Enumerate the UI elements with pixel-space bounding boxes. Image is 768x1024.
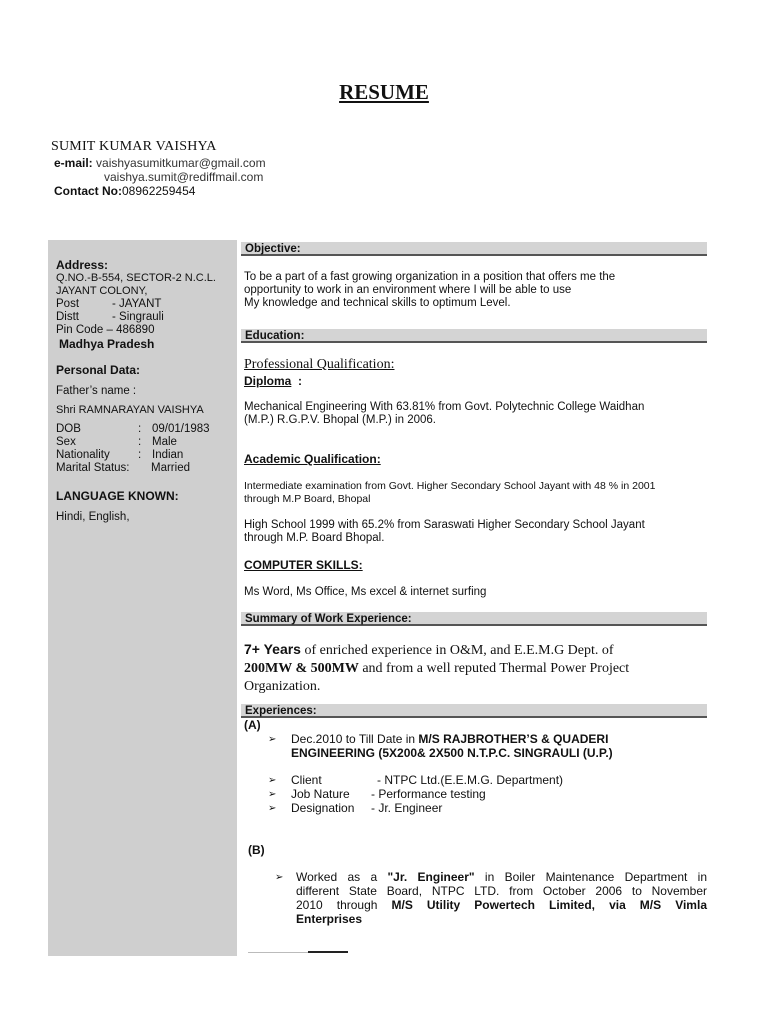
computer-skills-heading: COMPUTER SKILLS: <box>244 558 363 572</box>
experience-b-post: in Boiler Maintenance Department in <box>474 870 707 884</box>
job-nature-value: - Performance testing <box>371 787 486 801</box>
languages: Hindi, English, <box>56 511 130 523</box>
objective-line: To be a part of a fast growing organization in a position that offers me the <box>244 271 616 283</box>
experience-b-line-3 <box>296 898 707 912</box>
address-state: Madhya Pradesh <box>59 337 155 351</box>
experience-a-label: (A) <box>244 718 261 732</box>
sidebar-panel <box>48 240 237 956</box>
arrow-icon: ➢ <box>268 789 277 800</box>
email-secondary[interactable]: vaishya.sumit@rediffmail.com <box>104 170 264 184</box>
address-pin: Pin Code – 486890 <box>56 324 155 336</box>
personal-data-heading: Personal Data: <box>56 363 141 377</box>
experience-a-date: Dec.2010 to Till Date in <box>291 732 419 746</box>
experience-b-role: "Jr. Engineer" <box>387 870 475 884</box>
candidate-name: SUMIT KUMAR VAISHYA <box>51 139 217 154</box>
contact-number: 08962259454 <box>122 184 196 198</box>
email-line-2 <box>104 170 263 184</box>
arrow-icon: ➢ <box>268 775 277 786</box>
education-heading: Education: <box>241 329 707 343</box>
experience-a-company <box>291 732 711 760</box>
high-school-line: High School 1999 with 65.2% from Saraswati Higher Secondary School Jayant <box>244 519 645 531</box>
objective-text <box>244 271 708 310</box>
footer-rule-light <box>248 952 308 953</box>
experience-b-label: (B) <box>248 843 265 857</box>
computer-skills-text: Ms Word, Ms Office, Ms excel & internet surfing <box>244 586 487 598</box>
summary-years: 7+ Years <box>244 641 301 657</box>
diploma-text <box>244 401 708 427</box>
arrow-icon: ➢ <box>268 734 277 745</box>
detail-row-client <box>291 773 711 787</box>
client-value: - NTPC Ltd.(E.E.M.G. Department) <box>377 773 564 787</box>
sex-label: Sex <box>56 436 76 448</box>
address-distt <box>56 311 164 324</box>
summary-rest-1: of enriched experience in O&M, and E.E.M.G Dept. of <box>300 643 614 658</box>
designation-value: - Jr. Engineer <box>371 801 443 815</box>
detail-row-designation <box>291 801 711 815</box>
contact-label: Contact No: <box>54 184 122 198</box>
sex-value: Male <box>152 436 177 448</box>
designation-label: Designation <box>291 801 355 815</box>
intermediate-text <box>244 480 708 506</box>
experience-b-line-2: different State Board, NTPC LTD. from October 2006 to November <box>296 884 707 898</box>
experiences-heading: Experiences: <box>241 704 707 718</box>
address-heading: Address: <box>56 258 109 272</box>
email-label: e-mail: <box>54 156 93 170</box>
high-school-text <box>244 519 708 545</box>
experience-b-line-1 <box>296 870 707 884</box>
distt-label: Distt <box>56 311 79 323</box>
experience-a-line-1 <box>291 732 711 746</box>
diploma-colon: : <box>298 374 303 388</box>
marital-value: Married <box>151 462 190 474</box>
job-nature-label: Job Nature <box>291 787 350 801</box>
diploma-line: (M.P.) R.G.P.V. Bhopal (M.P.) in 2006. <box>244 414 436 426</box>
summary-rest-2: and from a well reputed Thermal Power Project <box>358 661 630 676</box>
experience-a-company-1: M/S RAJBROTHER’S & QUADERI <box>418 732 609 746</box>
intermediate-line: through M.P Board, Bhopal <box>244 493 371 505</box>
personal-row-nationality: Nationality : Indian <box>56 449 184 461</box>
summary-text <box>244 640 708 696</box>
personal-row-dob: DOB : 09/01/1983 <box>56 423 210 435</box>
experience-a-details <box>291 773 711 815</box>
experience-b-line-3-bold: M/S Utility Powertech Limited, via M/S Vimla <box>391 898 707 912</box>
experience-b-line-3-pre: 2010 through <box>296 898 392 912</box>
post-label: Post <box>56 298 80 310</box>
summary-capacity: 200MW & 500MW <box>244 661 359 676</box>
client-label: Client <box>291 773 322 787</box>
experience-b-pre: Worked as a <box>296 870 388 884</box>
dob-label: DOB <box>56 423 81 435</box>
objective-line: My knowledge and technical skills to optimum Level. <box>244 297 511 309</box>
diploma-line: Mechanical Engineering With 63.81% from Govt. Polytechnic College Waidhan <box>244 401 645 413</box>
footer-rule-dark <box>308 951 348 953</box>
nationality-label: Nationality <box>56 449 110 461</box>
language-heading: LANGUAGE KNOWN: <box>56 489 179 503</box>
address-line-1: Q.NO.-B-554, SECTOR-2 N.C.L. <box>56 272 216 284</box>
summary-line-1 <box>244 640 708 660</box>
experience-b-line-4: Enterprises <box>296 912 363 926</box>
resume-title: RESUME <box>339 80 429 104</box>
professional-qualification-heading: Professional Qualification: <box>244 357 395 372</box>
experience-a-line-2 <box>291 746 711 760</box>
address-line-2: JAYANT COLONY, <box>56 285 148 297</box>
experience-b-text <box>296 870 707 926</box>
address-post <box>56 298 161 311</box>
dob-value: 09/01/1983 <box>152 423 210 435</box>
diploma-label: Diploma <box>244 374 292 388</box>
distt-value: - Singrauli <box>112 311 164 323</box>
nationality-value: Indian <box>152 449 184 461</box>
father-name: Shri RAMNARAYAN VAISHYA <box>56 404 204 416</box>
contact-line <box>54 184 195 198</box>
email-line-1 <box>54 156 266 170</box>
email-primary[interactable]: vaishyasumitkumar@gmail.com <box>96 156 266 170</box>
personal-row-sex: Sex : Male <box>56 436 177 448</box>
experience-a-company-2: ENGINEERING (5X200& 2X500 N.T.P.C. SINGRAULI (U.P.) <box>291 746 613 760</box>
arrow-icon: ➢ <box>268 803 277 814</box>
personal-details <box>56 423 236 475</box>
summary-heading: Summary of Work Experience: <box>241 612 707 626</box>
detail-row-job-nature <box>291 787 711 801</box>
personal-row-marital <box>56 462 236 475</box>
objective-line: opportunity to work in an environment where I will be able to use <box>244 284 572 296</box>
high-school-line: through M.P. Board Bhopal. <box>244 532 385 544</box>
summary-line-2 <box>244 660 708 678</box>
post-value: - JAYANT <box>112 298 162 310</box>
intermediate-line: Intermediate examination from Govt. Higher Secondary School Jayant with 48 % in 2001 <box>244 480 656 492</box>
arrow-icon: ➢ <box>275 872 284 883</box>
objective-heading: Objective: <box>241 242 707 256</box>
summary-line-3: Organization. <box>244 679 321 694</box>
father-label: Father’s name : <box>56 385 137 397</box>
diploma-heading <box>244 375 708 388</box>
marital-label: Marital Status: <box>56 462 130 474</box>
academic-qualification-heading: Academic Qualification: <box>244 452 381 466</box>
